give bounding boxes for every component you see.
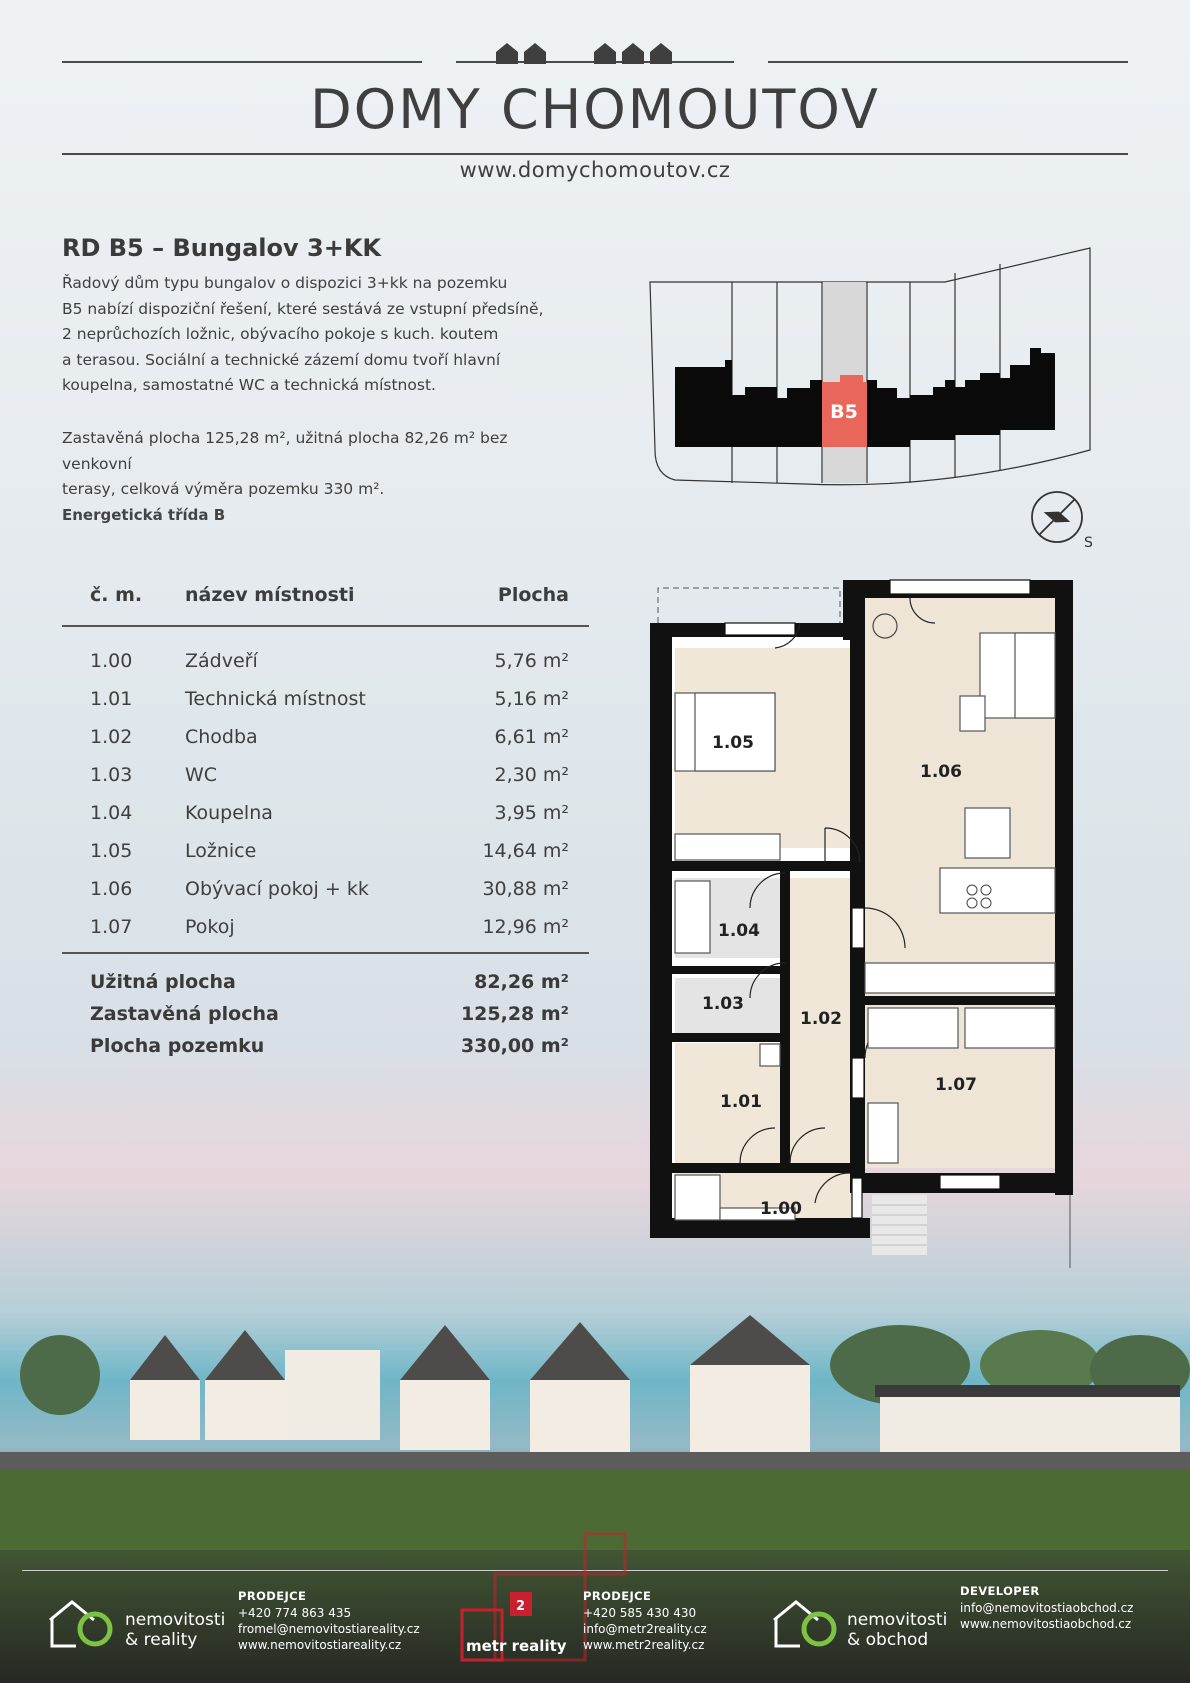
developer-web[interactable]: www.nemovitostiaobchod.cz (960, 1617, 1132, 1631)
area-line: terasy, celková výměra pozemku 330 m². (62, 480, 385, 498)
summary-row (90, 1003, 569, 1035)
developer-contact (960, 1600, 1133, 1632)
table-row (90, 916, 569, 954)
area-line: Zastavěná plocha 125,28 m², užitná plocha 82,26 m² bez venkovní (62, 429, 508, 473)
table-row (90, 878, 569, 916)
seller1-label: PRODEJCE (238, 1589, 307, 1603)
description-line: a terasou. Sociální a technické zázemí domu tvoří hlavní (62, 350, 501, 369)
room-number: 1.04 (90, 802, 133, 824)
table-rule-bottom (62, 952, 589, 954)
room-label-1-02: 1.02 (800, 1009, 842, 1029)
header-line-top-right (768, 61, 1128, 63)
brick-paving (872, 1195, 1070, 1268)
room-number: 1.02 (90, 726, 133, 748)
developer-label: DEVELOPER (960, 1584, 1040, 1598)
room-name: Ložnice (185, 840, 257, 862)
description-line: koupelna, samostatné WC a technická místnost. (62, 376, 436, 394)
room-name: Koupelna (185, 802, 273, 824)
room-label-1-00: 1.00 (760, 1199, 802, 1219)
developer-brand-line1: nemovitosti (847, 1610, 948, 1630)
room-label-1-05: 1.05 (712, 733, 754, 753)
seller2-brand (466, 1637, 567, 1655)
summary-label: Plocha pozemku (90, 1035, 265, 1057)
table-row (90, 650, 569, 688)
description-line: B5 nabízí dispoziční řešení, které sestává ze vstupní předsíně, (62, 299, 544, 318)
description-line: 2 neprůchozích ložnic, obývacího pokoje s kuch. koutem (62, 325, 499, 343)
nemovitosti-reality-logo-icon (46, 1598, 116, 1650)
seller2-label: PRODEJCE (583, 1589, 652, 1603)
room-label-1-03: 1.03 (702, 994, 744, 1014)
summary-label: Užitná plocha (90, 971, 236, 993)
area-description (62, 426, 582, 503)
room-label-1-07: 1.07 (935, 1075, 977, 1095)
room-name: Technická místnost (185, 688, 366, 710)
page-title: DOMY CHOMOUTOV (310, 78, 880, 141)
house-heading: RD B5 – Bungalov 3+KK (62, 234, 382, 262)
room-area: 2,30 m² (494, 764, 569, 786)
plot-b5-label: B5 (830, 401, 858, 423)
table-row (90, 802, 569, 840)
room-name: Chodba (185, 726, 258, 748)
website-link[interactable]: www.domychomoutov.cz (459, 158, 731, 182)
room-name: Pokoj (185, 916, 235, 938)
developer-email[interactable]: info@nemovitostiaobchod.cz (960, 1601, 1134, 1615)
houses-logo-icon (494, 42, 684, 64)
table-rule-top (62, 625, 589, 627)
seller1-phone[interactable]: +420 774 863 435 (238, 1606, 352, 1620)
room-label-1-06: 1.06 (920, 762, 962, 782)
room-name: WC (185, 764, 218, 786)
floor-plan (650, 578, 1090, 1278)
room-number: 1.05 (90, 840, 133, 862)
description (62, 271, 582, 399)
table-header-name: název místnosti (185, 584, 355, 606)
room-area: 14,64 m² (482, 840, 569, 862)
nemovitosti-obchod-logo-icon (770, 1598, 840, 1650)
energy-class: Energetická třída B (62, 506, 226, 524)
room-number: 1.06 (90, 878, 133, 900)
site-plan (645, 240, 1095, 555)
seller1-brand (125, 1610, 225, 1650)
seller1-email[interactable]: fromel@nemovitostiareality.cz (238, 1622, 420, 1636)
room-name: Zádveří (185, 650, 258, 672)
room-label-1-04: 1.04 (718, 921, 760, 941)
compass-icon (1032, 492, 1093, 551)
summary-row (90, 1035, 569, 1067)
seller1-brand-line1: nemovitosti (125, 1610, 226, 1630)
seller2-web[interactable]: www.metr2reality.cz (583, 1638, 705, 1652)
room-area: 5,16 m² (494, 688, 569, 710)
summary-value: 330,00 m² (460, 1035, 569, 1057)
description-line: Řadový dům typu bungalov o dispozici 3+kk na pozemku (62, 274, 508, 292)
seller1-brand-line2: & reality (125, 1630, 198, 1650)
summary-label: Zastavěná plocha (90, 1003, 279, 1025)
summary-row (90, 971, 569, 1003)
header-line-bottom (62, 153, 1128, 155)
developer-brand (847, 1610, 947, 1650)
table-row (90, 764, 569, 802)
seller2-brand-reality: reality (511, 1637, 567, 1655)
compass-label: S (1084, 535, 1093, 551)
metr2-sup: 2 (516, 1599, 526, 1614)
room-area: 12,96 m² (482, 916, 569, 938)
room-number: 1.01 (90, 688, 133, 710)
room-area: 5,76 m² (494, 650, 569, 672)
room-number: 1.03 (90, 764, 133, 786)
table-row (90, 840, 569, 878)
header-line-top-left (62, 61, 422, 63)
table-header-area: Plocha (497, 584, 569, 606)
houses-illustration (0, 1280, 1190, 1550)
terrace-outline (658, 588, 840, 623)
room-label-1-01: 1.01 (720, 1092, 762, 1112)
room-area: 30,88 m² (482, 878, 569, 900)
table-row (90, 688, 569, 726)
room-name: Obývací pokoj + kk (185, 878, 369, 900)
table-row (90, 726, 569, 764)
seller1-contact (238, 1605, 420, 1653)
developer-brand-line2: & obchod (847, 1630, 929, 1650)
summary-value: 82,26 m² (474, 971, 569, 993)
room-number: 1.07 (90, 916, 133, 938)
seller2-contact (583, 1605, 707, 1653)
room-number: 1.00 (90, 650, 133, 672)
summary-value: 125,28 m² (460, 1003, 569, 1025)
seller2-phone[interactable]: +420 585 430 430 (583, 1606, 697, 1620)
table-header-num: č. m. (90, 584, 143, 606)
seller1-web[interactable]: www.nemovitostiareality.cz (238, 1638, 402, 1652)
road (0, 1452, 1190, 1470)
room-area: 3,95 m² (494, 802, 569, 824)
seller2-brand-metr: metr (466, 1637, 507, 1655)
room-area: 6,61 m² (494, 726, 569, 748)
seller2-email[interactable]: info@metr2reality.cz (583, 1622, 707, 1636)
